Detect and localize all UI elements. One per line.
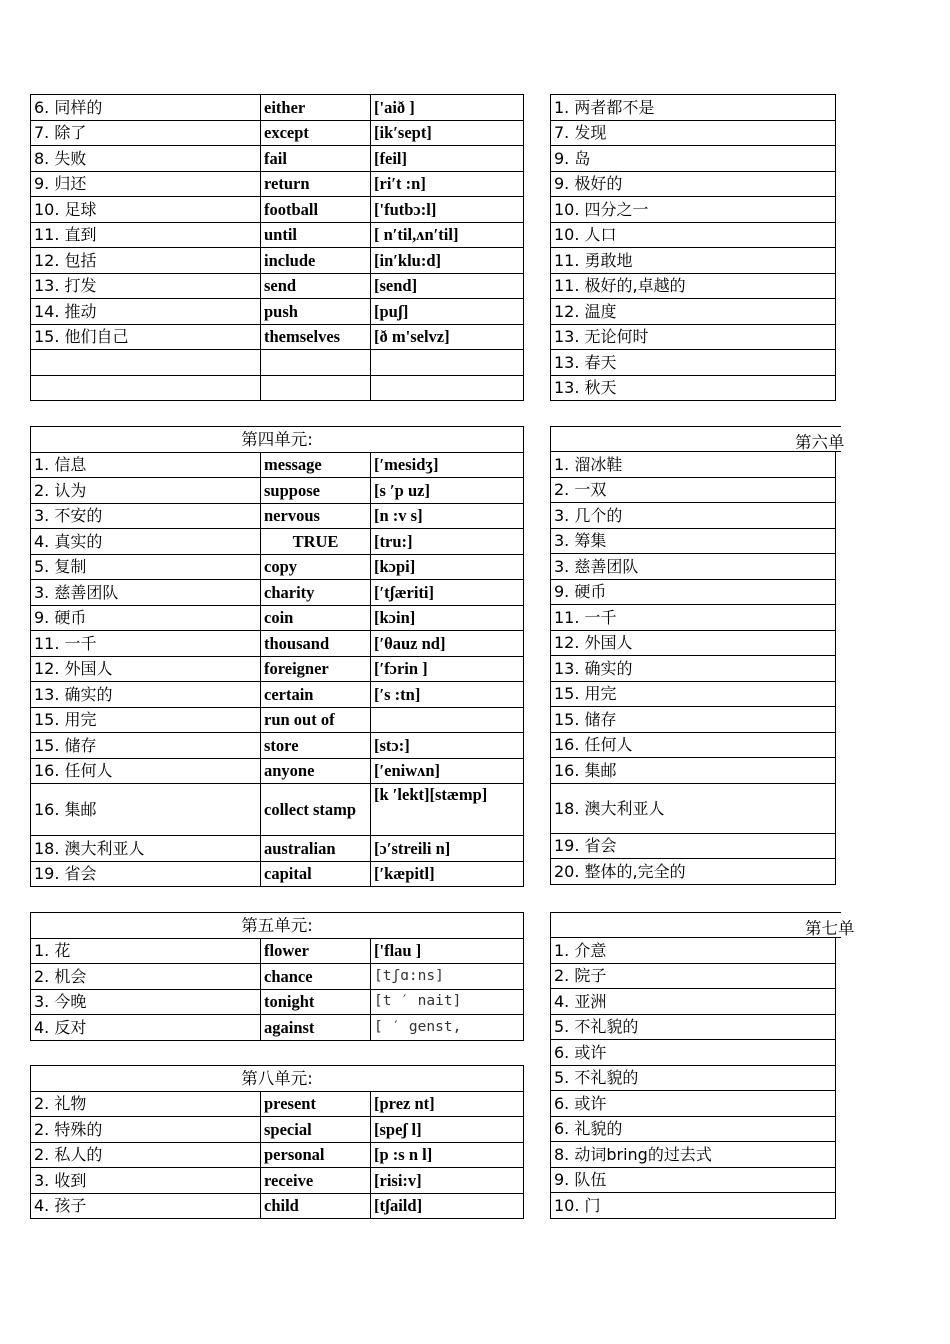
table-row	[551, 1142, 836, 1168]
meaning-cell: 7. 除了	[31, 120, 261, 146]
meaning-cell	[31, 350, 261, 376]
meaning-cell: 4. 孩子	[31, 1193, 261, 1219]
table-row	[31, 964, 524, 990]
meaning-cell: 3. 慈善团队	[551, 554, 836, 580]
table-row	[31, 1193, 524, 1219]
meaning-cell: 13. 确实的	[31, 682, 261, 708]
table-row	[31, 707, 524, 733]
meaning-cell: 16. 任何人	[31, 758, 261, 784]
table-row	[551, 707, 836, 733]
table-row	[551, 989, 836, 1015]
meaning-cell	[31, 375, 261, 401]
meaning-cell: 2. 特殊的	[31, 1117, 261, 1143]
meaning-cell: 1. 介意	[551, 938, 836, 964]
vocab-table-unit8	[30, 1065, 524, 1219]
meaning-cell: 6. 或许	[551, 1091, 836, 1117]
meaning-cell: 16. 集邮	[31, 784, 261, 836]
meaning-cell: 15. 储存	[551, 707, 836, 733]
meaning-cell: 3. 不安的	[31, 503, 261, 529]
meaning-cell: 15. 储存	[31, 733, 261, 759]
meaning-cell: 13. 确实的	[551, 656, 836, 682]
word-cell: fail	[261, 146, 371, 172]
unit-title: 第六单	[795, 433, 845, 452]
phonetic-cell: [in′klu:d]	[371, 248, 524, 274]
meaning-cell: 11. 直到	[31, 222, 261, 248]
word-cell: present	[261, 1091, 371, 1117]
table-row	[31, 503, 524, 529]
word-cell	[261, 350, 371, 376]
table-row	[551, 554, 836, 580]
meaning-cell: 4. 反对	[31, 1015, 261, 1041]
word-cell: except	[261, 120, 371, 146]
vocab-table-unit5	[30, 912, 524, 1041]
table-row	[31, 248, 524, 274]
vocab-table-unit4	[30, 426, 524, 887]
meaning-cell: 13. 春天	[551, 350, 836, 376]
phonetic-cell: [tʃaild]	[371, 1193, 524, 1219]
unit-header-row	[31, 913, 524, 939]
table-row	[31, 938, 524, 964]
meaning-cell: 13. 无论何时	[551, 324, 836, 350]
phonetic-cell: [′kæpitl]	[371, 861, 524, 887]
meaning-cell: 18. 澳大利亚人	[551, 783, 836, 833]
vocab-table-unit6	[550, 451, 836, 885]
word-cell: flower	[261, 938, 371, 964]
table-row	[31, 299, 524, 325]
phonetic-cell: [ri′t :n]	[371, 171, 524, 197]
meaning-cell: 11. 极好的,卓越的	[551, 273, 836, 299]
table-row	[551, 1040, 836, 1066]
table-row	[31, 324, 524, 350]
table-row	[31, 784, 524, 836]
phonetic-cell: [ð m'selvz]	[371, 324, 524, 350]
meaning-cell: 15. 用完	[31, 707, 261, 733]
meaning-cell: 1. 花	[31, 938, 261, 964]
meaning-cell: 11. 勇敢地	[551, 248, 836, 274]
table-row	[551, 656, 836, 682]
meaning-cell: 1. 信息	[31, 452, 261, 478]
table-row	[31, 682, 524, 708]
phonetic-cell: [k ′lekt][stæmp]	[371, 784, 524, 836]
table-row	[31, 1142, 524, 1168]
meaning-cell: 6. 或许	[551, 1040, 836, 1066]
table-row	[551, 1193, 836, 1219]
phonetic-cell: [risi:v]	[371, 1168, 524, 1194]
table-row	[31, 1015, 524, 1041]
table-row	[551, 1116, 836, 1142]
meaning-cell: 3. 收到	[31, 1168, 261, 1194]
word-cell: themselves	[261, 324, 371, 350]
word-cell: special	[261, 1117, 371, 1143]
meaning-cell: 11. 一千	[31, 631, 261, 657]
meaning-cell: 12. 外国人	[31, 656, 261, 682]
table-row	[31, 273, 524, 299]
table-row	[551, 273, 836, 299]
meaning-cell: 19. 省会	[31, 861, 261, 887]
table-row	[31, 452, 524, 478]
meaning-cell: 1. 两者都不是	[551, 95, 836, 121]
phonetic-cell: [ik′sept]	[371, 120, 524, 146]
phonetic-cell: [kɔpi]	[371, 554, 524, 580]
phonetic-cell: [puʃ]	[371, 299, 524, 325]
meaning-cell: 13. 打发	[31, 273, 261, 299]
word-cell: TRUE	[261, 529, 371, 555]
word-cell: against	[261, 1015, 371, 1041]
word-cell: football	[261, 197, 371, 223]
table-row	[31, 146, 524, 172]
phonetic-cell: [feil]	[371, 146, 524, 172]
meaning-cell: 10. 四分之一	[551, 197, 836, 223]
word-cell: send	[261, 273, 371, 299]
table-row	[31, 529, 524, 555]
vocab-table-unit7	[550, 937, 836, 1219]
meaning-cell: 18. 澳大利亚人	[31, 836, 261, 862]
word-cell: suppose	[261, 478, 371, 504]
table-row	[551, 732, 836, 758]
table-row	[31, 171, 524, 197]
phonetic-cell: [send]	[371, 273, 524, 299]
table-row	[31, 120, 524, 146]
table-row	[31, 222, 524, 248]
word-cell: australian	[261, 836, 371, 862]
unit-header-row	[31, 427, 524, 453]
table-row	[31, 989, 524, 1015]
meaning-cell: 2. 机会	[31, 964, 261, 990]
table-row	[551, 477, 836, 503]
table-row	[551, 248, 836, 274]
meaning-cell: 5. 不礼貌的	[551, 1014, 836, 1040]
word-cell: message	[261, 452, 371, 478]
meaning-cell: 13. 秋天	[551, 375, 836, 401]
table-row	[31, 1091, 524, 1117]
phonetic-cell: [ n′til,ʌn′til]	[371, 222, 524, 248]
word-cell: anyone	[261, 758, 371, 784]
phonetic-cell	[371, 350, 524, 376]
word-cell: receive	[261, 1168, 371, 1194]
meaning-cell: 9. 硬币	[31, 605, 261, 631]
meaning-cell: 9. 岛	[551, 146, 836, 172]
table-row	[551, 299, 836, 325]
table-row	[31, 350, 524, 376]
meaning-cell: 5. 不礼貌的	[551, 1065, 836, 1091]
meaning-cell: 3. 慈善团队	[31, 580, 261, 606]
table-row	[551, 528, 836, 554]
meaning-cell: 9. 极好的	[551, 171, 836, 197]
table-row	[31, 861, 524, 887]
table-row	[551, 1065, 836, 1091]
word-cell: collect stamp	[261, 784, 371, 836]
meaning-cell: 12. 温度	[551, 299, 836, 325]
word-cell	[261, 375, 371, 401]
meaning-cell: 3. 筹集	[551, 528, 836, 554]
word-cell: nervous	[261, 503, 371, 529]
meaning-cell: 6. 礼貌的	[551, 1116, 836, 1142]
meaning-cell: 19. 省会	[551, 833, 836, 859]
word-cell: until	[261, 222, 371, 248]
phonetic-cell: ['flau ]	[371, 938, 524, 964]
meaning-cell: 1. 溜冰鞋	[551, 452, 836, 478]
phonetic-cell: [speʃ l]	[371, 1117, 524, 1143]
meaning-cell: 6. 同样的	[31, 95, 261, 121]
table-row	[551, 605, 836, 631]
table-row	[31, 1168, 524, 1194]
phonetic-cell	[371, 375, 524, 401]
word-cell: store	[261, 733, 371, 759]
word-cell: copy	[261, 554, 371, 580]
phonetic-cell: [tru:]	[371, 529, 524, 555]
phonetic-cell: [tʃɑ:ns]	[371, 964, 524, 990]
table-row	[551, 324, 836, 350]
unit-title: 第八单元:	[31, 1066, 524, 1092]
meaning-cell: 5. 复制	[31, 554, 261, 580]
unit-title: 第四单元:	[31, 427, 524, 453]
meaning-cell: 12. 包括	[31, 248, 261, 274]
phonetic-cell: [p :s n l]	[371, 1142, 524, 1168]
meaning-cell: 3. 今晚	[31, 989, 261, 1015]
table-row	[551, 350, 836, 376]
phonetic-cell: [ ′ genst,	[371, 1015, 524, 1041]
word-cell: run out of	[261, 707, 371, 733]
table-row	[31, 758, 524, 784]
table-row	[551, 375, 836, 401]
meaning-cell: 2. 礼物	[31, 1091, 261, 1117]
meaning-cell: 15. 用完	[551, 681, 836, 707]
table-row	[551, 95, 836, 121]
table-row	[551, 503, 836, 529]
meaning-cell: 9. 队伍	[551, 1167, 836, 1193]
word-cell: foreigner	[261, 656, 371, 682]
word-cell: charity	[261, 580, 371, 606]
word-cell: personal	[261, 1142, 371, 1168]
phonetic-cell: [kɔin]	[371, 605, 524, 631]
table-row	[551, 171, 836, 197]
meaning-cell: 10. 人口	[551, 222, 836, 248]
table-row	[551, 758, 836, 784]
meaning-cell: 10. 足球	[31, 197, 261, 223]
meaning-cell: 16. 任何人	[551, 732, 836, 758]
table-row	[31, 1117, 524, 1143]
phonetic-cell	[371, 707, 524, 733]
unit-header-row	[31, 1066, 524, 1092]
meaning-cell: 9. 归还	[31, 171, 261, 197]
meaning-cell: 2. 认为	[31, 478, 261, 504]
table-row	[31, 733, 524, 759]
table-row	[551, 146, 836, 172]
table-row	[31, 375, 524, 401]
phonetic-cell: [stɔ:]	[371, 733, 524, 759]
meaning-cell: 2. 一双	[551, 477, 836, 503]
phonetic-cell: [′θauz nd]	[371, 631, 524, 657]
meaning-cell: 9. 硬币	[551, 579, 836, 605]
table-row	[31, 197, 524, 223]
word-cell: coin	[261, 605, 371, 631]
word-cell: certain	[261, 682, 371, 708]
table-row	[551, 452, 836, 478]
vocab-table-top-left	[30, 94, 524, 401]
vocab-table-top-right	[550, 94, 836, 401]
meaning-cell: 11. 一千	[551, 605, 836, 631]
word-cell: tonight	[261, 989, 371, 1015]
table-row	[551, 833, 836, 859]
table-row	[551, 222, 836, 248]
phonetic-cell: ['aið ]	[371, 95, 524, 121]
word-cell: return	[261, 171, 371, 197]
meaning-cell: 16. 集邮	[551, 758, 836, 784]
meaning-cell: 2. 私人的	[31, 1142, 261, 1168]
table-row	[551, 859, 836, 885]
table-row	[31, 836, 524, 862]
word-cell: chance	[261, 964, 371, 990]
table-row	[31, 95, 524, 121]
table-row	[551, 579, 836, 605]
phonetic-cell: [n :v s]	[371, 503, 524, 529]
table-row	[551, 783, 836, 833]
word-cell: include	[261, 248, 371, 274]
meaning-cell: 2. 院子	[551, 963, 836, 989]
meaning-cell: 14. 推动	[31, 299, 261, 325]
phonetic-cell: ['futbɔ:l]	[371, 197, 524, 223]
table-row	[31, 580, 524, 606]
meaning-cell: 4. 亚洲	[551, 989, 836, 1015]
word-cell: either	[261, 95, 371, 121]
phonetic-cell: [ɔ′streili n]	[371, 836, 524, 862]
unit7-header-frame	[550, 912, 841, 938]
phonetic-cell: [′mesidʒ]	[371, 452, 524, 478]
unit-title: 第五单元:	[31, 913, 524, 939]
meaning-cell: 4. 真实的	[31, 529, 261, 555]
unit-title: 第七单	[805, 919, 855, 938]
meaning-cell: 8. 动词bring的过去式	[551, 1142, 836, 1168]
table-row	[31, 631, 524, 657]
meaning-cell: 10. 门	[551, 1193, 836, 1219]
table-row	[551, 1167, 836, 1193]
table-row	[551, 197, 836, 223]
table-row	[551, 1014, 836, 1040]
meaning-cell: 7. 发现	[551, 120, 836, 146]
meaning-cell: 3. 几个的	[551, 503, 836, 529]
meaning-cell: 12. 外国人	[551, 630, 836, 656]
meaning-cell: 15. 他们自己	[31, 324, 261, 350]
phonetic-cell: [′eniwʌn]	[371, 758, 524, 784]
phonetic-cell: [s ′p uz]	[371, 478, 524, 504]
table-row	[551, 938, 836, 964]
word-cell: child	[261, 1193, 371, 1219]
table-row	[551, 681, 836, 707]
phonetic-cell: [prez nt]	[371, 1091, 524, 1117]
phonetic-cell: [′fɔrin ]	[371, 656, 524, 682]
phonetic-cell: [′s :tn]	[371, 682, 524, 708]
meaning-cell: 8. 失败	[31, 146, 261, 172]
table-row	[551, 963, 836, 989]
word-cell: thousand	[261, 631, 371, 657]
phonetic-cell: [′tʃæriti]	[371, 580, 524, 606]
phonetic-cell: [t ′ nait]	[371, 989, 524, 1015]
table-row	[31, 478, 524, 504]
word-cell: push	[261, 299, 371, 325]
word-cell: capital	[261, 861, 371, 887]
table-row	[31, 656, 524, 682]
table-row	[31, 605, 524, 631]
table-row	[31, 554, 524, 580]
table-row	[551, 630, 836, 656]
table-row	[551, 120, 836, 146]
meaning-cell: 20. 整体的,完全的	[551, 859, 836, 885]
table-row	[551, 1091, 836, 1117]
